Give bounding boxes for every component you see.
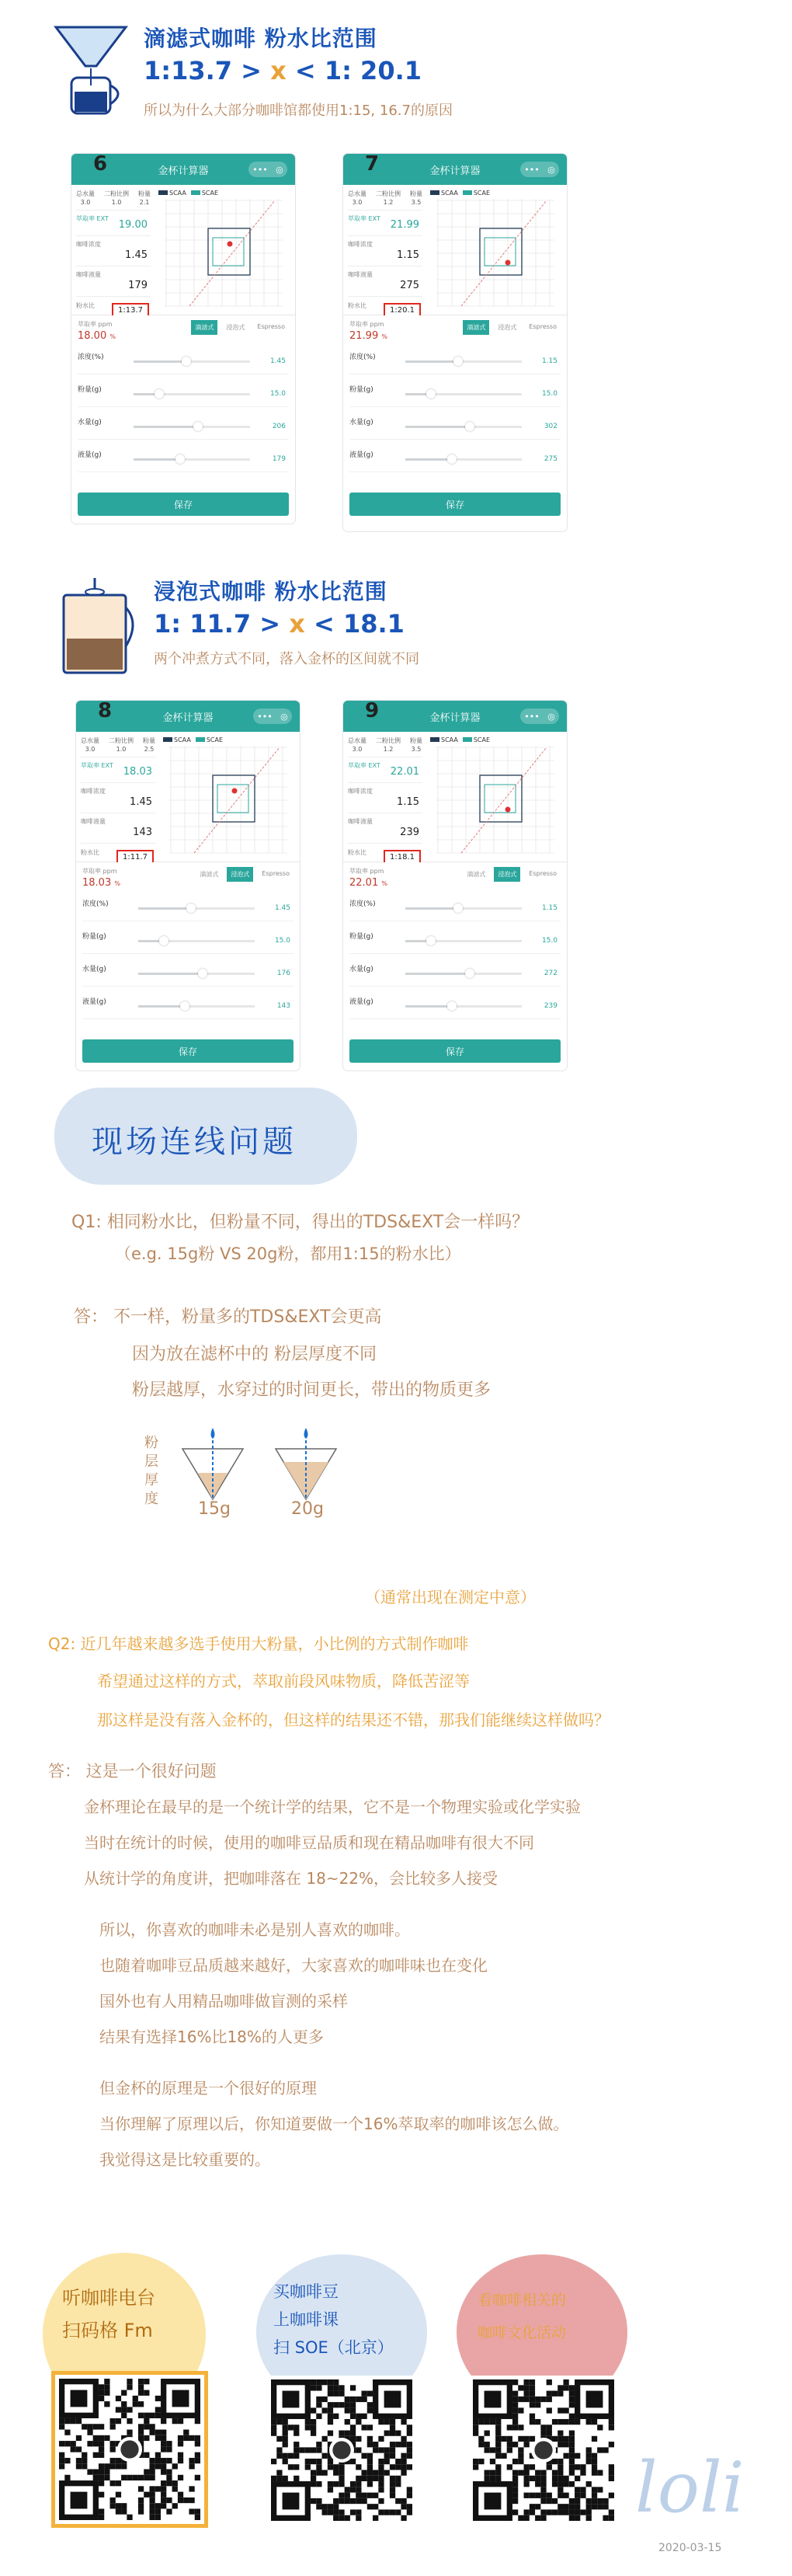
slider-knob[interactable] xyxy=(453,903,463,913)
a2c-line-1: 当你理解了原理以后，你知道要做一个16%萃取率的咖啡该怎么做。 xyxy=(99,2115,569,2133)
scae-swatch xyxy=(463,190,472,195)
app-title: 金杯计算器 xyxy=(429,165,481,177)
footer-c2-line1: 上咖啡课 xyxy=(273,2310,339,2329)
slider-row xyxy=(82,898,294,921)
qr-code-radio[interactable] xyxy=(51,2371,208,2528)
tds-line-label: 萃取率 ppm xyxy=(82,868,117,875)
save-button[interactable]: 保存 xyxy=(82,1039,294,1063)
scae-swatch xyxy=(196,737,205,742)
stat-label: 总水量 xyxy=(76,190,95,197)
more-icon: ••• xyxy=(257,711,273,722)
stat-value: 2.5 xyxy=(144,746,155,753)
slider-label: 水量(g) xyxy=(349,419,373,426)
a1-line-0: 答： 不一样，粉量多的TDS&EXT会更高 xyxy=(74,1307,382,1327)
tds-label: 咖啡浓度 xyxy=(348,788,373,795)
slider-row xyxy=(78,416,289,440)
legend-scaa: SCAA xyxy=(169,189,186,197)
app-title: 金杯计算器 xyxy=(429,712,481,724)
a2b-line-2: 国外也有人用精品咖啡做盲测的采样 xyxy=(99,1992,348,2010)
q2-line-2: 那这样是没有落入金杯的，但这样的结果还不错，那我们能继续这样做吗？ xyxy=(97,1711,610,1729)
signature-loli: loli xyxy=(635,2447,745,2529)
scae-zone xyxy=(485,785,516,813)
stat-value: 3.0 xyxy=(352,746,363,753)
immersion-note: 两个冲煮方式不同，落入金杯的区间就不同 xyxy=(154,651,419,667)
legend-scae: SCAE xyxy=(473,736,491,743)
immersion-ratio-left: 1: 11.7 > xyxy=(154,609,281,639)
stats-row xyxy=(81,736,155,757)
close-circle-icon: ◎ xyxy=(276,164,283,175)
immersion-ratio-right: < 18.1 xyxy=(314,609,405,639)
mode-tab[interactable]: Espresso xyxy=(262,870,290,877)
ext-label: 萃取率 EXT xyxy=(348,215,380,222)
slider-row xyxy=(349,898,561,921)
a2c-line-2: 我觉得这是比较重要的。 xyxy=(99,2150,270,2169)
slider-value: 1.15 xyxy=(541,357,558,365)
close-circle-icon: ◎ xyxy=(280,711,288,722)
tds-percent-value: 21.99 xyxy=(349,330,379,342)
mode-tabs xyxy=(463,320,561,335)
immersion-ratio-x: x xyxy=(289,609,305,639)
stat-label: 总水量 xyxy=(81,737,99,744)
slider-label: 浓度(%) xyxy=(349,900,376,908)
slider-knob[interactable] xyxy=(426,936,436,945)
slider-track[interactable] xyxy=(405,940,522,942)
slider-row xyxy=(78,449,289,472)
signature-date: 2020-03-15 xyxy=(658,2542,722,2554)
current-point xyxy=(505,260,511,266)
chart-legend xyxy=(430,735,564,744)
slider-value: 179 xyxy=(272,455,286,463)
liquid-field[interactable] xyxy=(81,817,155,844)
screenshot-number: 6 xyxy=(93,154,108,176)
save-button[interactable]: 保存 xyxy=(349,1039,561,1063)
ext-field[interactable] xyxy=(76,214,151,236)
mode-tab[interactable]: Espresso xyxy=(529,323,557,330)
slider-row xyxy=(82,963,294,987)
ratio-value-highlight: 1:20.1 xyxy=(384,303,421,318)
q2-line-1: 希望通过这样的方式，萃取前段风味物质，降低苦涩等 xyxy=(97,1672,470,1690)
slider-row xyxy=(349,384,561,407)
mini-program-menu[interactable] xyxy=(248,162,287,177)
drip-ratio xyxy=(144,56,422,85)
save-button[interactable]: 保存 xyxy=(78,493,289,516)
mode-tab[interactable]: 浸泡式 xyxy=(498,324,517,331)
slider-knob[interactable] xyxy=(193,422,203,431)
stat-value: 1.2 xyxy=(383,746,394,753)
chart-legend xyxy=(158,188,292,197)
slider-track[interactable] xyxy=(405,393,522,395)
slider-label: 液量(g) xyxy=(82,998,106,1006)
slider-label: 液量(g) xyxy=(78,451,102,459)
drip-ratio-x: x xyxy=(270,56,287,85)
chart-legend xyxy=(430,188,564,197)
current-point xyxy=(505,807,511,813)
scae-swatch xyxy=(191,190,200,195)
scae-zone xyxy=(485,238,516,266)
slider-knob[interactable] xyxy=(159,936,168,945)
ext-label: 萃取率 EXT xyxy=(76,215,109,222)
more-icon: ••• xyxy=(524,164,540,175)
footer-c1-line0: 听咖啡电台 xyxy=(62,2287,155,2309)
stats-row xyxy=(348,190,422,211)
slider-value: 302 xyxy=(544,423,558,430)
tds-percent: 18.03 % xyxy=(82,877,120,889)
a2c-line-0: 但金杯的原理是一个很好的原理 xyxy=(99,2079,317,2097)
brew-control-chart xyxy=(163,744,291,857)
slider-row xyxy=(78,351,289,374)
current-point xyxy=(228,242,233,247)
slider-label: 浓度(%) xyxy=(78,353,104,361)
a2-line-2: 当时在统计的时候，使用的咖啡豆品质和现在精品咖啡有很大不同 xyxy=(84,1833,534,1852)
slider-value: 1.15 xyxy=(541,904,558,912)
slider-knob[interactable] xyxy=(182,357,191,366)
brew-control-chart xyxy=(430,744,558,857)
slider-value: 206 xyxy=(272,423,286,430)
q2-note: （通常出现在测定中意） xyxy=(365,1588,536,1607)
mode-tab[interactable]: 浸泡式 xyxy=(227,867,253,882)
liquid-label: 咖啡液量 xyxy=(348,271,373,278)
slider-row xyxy=(82,996,294,1019)
slider-track[interactable] xyxy=(134,458,250,461)
scaa-swatch xyxy=(163,737,172,742)
liquid-label: 咖啡液量 xyxy=(76,271,101,278)
slider-knob[interactable] xyxy=(175,454,185,464)
a2b-line-3: 结果有选择16%比18%的人更多 xyxy=(99,2028,324,2046)
current-point xyxy=(232,788,238,794)
a2b-line-0: 所以，你喜欢的咖啡未必是别人喜欢的咖啡。 xyxy=(99,1920,410,1939)
slider-label: 水量(g) xyxy=(82,966,106,973)
liquid-value: 143 xyxy=(133,827,152,838)
footer-c1-line1: 扫码格 Fm xyxy=(62,2320,153,2341)
scae-swatch xyxy=(463,737,472,742)
qr-pattern xyxy=(271,2379,412,2521)
slider-value: 275 xyxy=(544,455,558,463)
tds-label: 咖啡浓度 xyxy=(348,241,373,248)
slider-row xyxy=(349,449,561,472)
slider-label: 水量(g) xyxy=(78,419,102,426)
legend-scae: SCAE xyxy=(473,189,491,197)
tds-field[interactable] xyxy=(348,787,422,813)
slider-row xyxy=(349,963,561,987)
liquid-field[interactable] xyxy=(348,817,422,844)
slider-knob[interactable] xyxy=(453,357,463,366)
slider-row xyxy=(78,384,289,407)
immersion-ratio xyxy=(154,609,405,639)
ext-field[interactable] xyxy=(348,214,422,236)
q1-example: （e.g. 15g粉 VS 20g粉，都用1:15的粉水比） xyxy=(115,1244,461,1263)
tds-field[interactable] xyxy=(348,240,422,266)
tds-label: 咖啡浓度 xyxy=(76,241,101,248)
calculator-screenshot-7 xyxy=(343,154,567,531)
legend-scae: SCAE xyxy=(201,189,219,197)
q1-text: Q1: 相同粉水比，但粉量不同，得出的TDS&EXT会一样吗？ xyxy=(71,1213,530,1232)
slider-knob[interactable] xyxy=(465,422,474,431)
ratio-label: 粉水比 xyxy=(348,849,366,856)
calculator-screenshot-9 xyxy=(343,701,567,1070)
ext-value: 19.00 xyxy=(118,219,148,231)
drip-title: 滴滤式咖啡 粉水比范围 xyxy=(144,26,377,51)
slider-value: 15.0 xyxy=(274,937,290,945)
tds-percent: 21.99 % xyxy=(349,330,387,342)
screenshot-number: 8 xyxy=(98,701,113,722)
tds-label: 咖啡浓度 xyxy=(81,788,106,795)
mini-program-menu[interactable] xyxy=(520,162,559,177)
ext-value: 22.01 xyxy=(390,766,419,778)
slider-row xyxy=(349,931,561,954)
stat-label: 粉量 xyxy=(410,737,422,744)
slider-label: 粉量(g) xyxy=(349,386,373,394)
mode-tab[interactable]: Espresso xyxy=(257,323,285,330)
ext-field[interactable] xyxy=(81,761,155,783)
ratio-value-highlight: 1:11.7 xyxy=(116,850,154,865)
ext-field[interactable] xyxy=(348,761,422,783)
stat-value: 1.0 xyxy=(116,746,127,753)
a2-line-1: 金杯理论在最早的是一个统计学的结果，它不是一个物理实验或化学实验 xyxy=(84,1798,581,1816)
ratio-value-highlight: 1:18.1 xyxy=(384,850,421,865)
slider-row xyxy=(82,931,294,954)
slider-track[interactable] xyxy=(405,907,522,910)
liquid-field[interactable] xyxy=(348,270,422,297)
live-heading: 现场连线问题 xyxy=(92,1124,297,1160)
tds-value: 1.45 xyxy=(130,796,152,808)
stat-value: 3.0 xyxy=(85,746,96,753)
slider-knob[interactable] xyxy=(447,454,457,464)
stat-label: 二粉比例 xyxy=(104,190,129,197)
ext-value: 21.99 xyxy=(390,219,419,231)
slider-track[interactable] xyxy=(405,458,522,461)
slider-value: 1.45 xyxy=(274,904,290,912)
stat-value: 3.5 xyxy=(411,199,422,206)
stat-label: 总水量 xyxy=(348,737,366,744)
a2b-line-1: 也随着咖啡豆品质越来越好，大家喜欢的咖啡味也在变化 xyxy=(99,1956,488,1975)
qr-code-soe[interactable] xyxy=(267,2376,416,2525)
stat-label: 粉量 xyxy=(138,190,151,197)
mode-tabs xyxy=(196,867,294,882)
legend-scaa: SCAA xyxy=(174,736,191,743)
liquid-label: 咖啡液量 xyxy=(81,818,106,825)
slider-row xyxy=(349,351,561,374)
slider-track[interactable] xyxy=(138,907,255,910)
french-press-icon xyxy=(56,576,141,677)
slider-knob[interactable] xyxy=(186,903,196,913)
slider-track[interactable] xyxy=(138,973,255,975)
tds-percent: 18.00 % xyxy=(78,330,116,342)
save-button[interactable]: 保存 xyxy=(349,493,561,516)
ext-value: 18.03 xyxy=(123,766,152,778)
qr-pattern xyxy=(473,2379,614,2521)
screenshot-number: 7 xyxy=(365,154,380,176)
slider-value: 15.0 xyxy=(269,390,286,398)
brew-control-chart xyxy=(430,197,558,310)
stat-label: 粉量 xyxy=(143,737,155,744)
tds-value: 1.15 xyxy=(397,796,419,808)
slider-label: 粉量(g) xyxy=(78,386,102,394)
stat-label: 二粉比例 xyxy=(376,190,401,197)
mode-tab[interactable]: 浸泡式 xyxy=(226,324,245,331)
stat-value: 3.0 xyxy=(80,199,91,206)
ratio-label: 粉水比 xyxy=(81,849,99,856)
stats-row xyxy=(76,190,151,211)
scaa-swatch xyxy=(430,190,439,195)
cone-label-20g: 20g xyxy=(291,1499,324,1519)
liquid-value: 239 xyxy=(400,827,419,838)
cone-axis-label: 粉层厚度 xyxy=(144,1435,158,1507)
mode-tabs xyxy=(463,867,561,882)
qr-pattern xyxy=(59,2379,200,2520)
slider-track[interactable] xyxy=(405,973,522,975)
mode-tab[interactable]: 滴滤式 xyxy=(467,871,486,878)
tds-line-label: 萃取率 ppm xyxy=(78,321,113,328)
slider-row xyxy=(349,416,561,440)
slider-track[interactable] xyxy=(134,393,250,395)
drip-note: 所以为什么大部分咖啡馆都使用1:15, 16.7的原因 xyxy=(144,103,453,119)
stat-label: 粉量 xyxy=(410,190,422,197)
ratio-label: 粉水比 xyxy=(348,302,366,309)
q2-line-0: Q2: 近几年越来越多选手使用大粉量，小比例的方式制作咖啡 xyxy=(48,1634,469,1653)
more-icon: ••• xyxy=(252,164,268,175)
ratio-label: 粉水比 xyxy=(76,302,95,309)
app-title: 金杯计算器 xyxy=(162,712,214,724)
qr-code-events[interactable] xyxy=(469,2376,618,2525)
tds-line-label: 萃取率 ppm xyxy=(349,321,384,328)
slider-knob[interactable] xyxy=(198,969,207,978)
stat-value: 1.0 xyxy=(111,199,122,206)
a1-line-1: 因为放在滤杯中的 粉层厚度不同 xyxy=(132,1345,377,1364)
a2-line-0: 答： 这是一个很好问题 xyxy=(48,1762,217,1781)
calculator-screenshot-8 xyxy=(76,701,300,1070)
slider-track[interactable] xyxy=(134,360,250,363)
liquid-value: 275 xyxy=(400,280,419,291)
close-circle-icon: ◎ xyxy=(547,711,555,722)
drip-ratio-left: 1:13.7 > xyxy=(144,56,262,85)
mode-tab[interactable]: 浸泡式 xyxy=(494,867,520,882)
tds-percent-value: 22.01 xyxy=(349,877,379,889)
slider-label: 粉量(g) xyxy=(82,933,106,941)
scaa-swatch xyxy=(430,737,439,742)
slider-knob[interactable] xyxy=(447,1001,457,1011)
a2-line-3: 从统计学的角度讲，把咖啡落在 18~22%，会比较多人接受 xyxy=(84,1869,498,1888)
mode-tabs xyxy=(191,320,289,335)
close-circle-icon: ◎ xyxy=(547,164,555,175)
slider-label: 液量(g) xyxy=(349,998,373,1006)
liquid-value: 179 xyxy=(128,280,148,291)
liquid-field[interactable] xyxy=(76,270,151,297)
slider-label: 粉量(g) xyxy=(349,933,373,941)
tds-field[interactable] xyxy=(76,240,151,266)
liquid-label: 咖啡液量 xyxy=(348,818,373,825)
tds-field[interactable] xyxy=(81,787,155,813)
tds-value: 1.15 xyxy=(397,249,419,261)
slider-value: 15.0 xyxy=(541,937,558,945)
slider-value: 272 xyxy=(544,969,558,977)
stat-label: 二粉比例 xyxy=(376,737,401,744)
a1-line-2: 粉层越厚，水穿过的时间更长，带出的物质更多 xyxy=(132,1380,492,1400)
scaa-swatch xyxy=(158,190,168,195)
slider-label: 浓度(%) xyxy=(82,900,109,908)
tds-percent-value: 18.03 xyxy=(82,877,112,889)
mini-program-menu[interactable] xyxy=(520,708,559,724)
ratio-value-highlight: 1:13.7 xyxy=(112,303,149,318)
slider-track[interactable] xyxy=(138,940,255,942)
slider-track[interactable] xyxy=(138,1005,255,1008)
mode-tab[interactable]: Espresso xyxy=(529,870,557,877)
footer-c2-line2: 扫 SOE（北京） xyxy=(273,2338,394,2357)
more-icon: ••• xyxy=(524,711,540,722)
slider-track[interactable] xyxy=(405,1005,522,1008)
slider-value: 143 xyxy=(276,1002,290,1010)
immersion-title: 浸泡式咖啡 粉水比范围 xyxy=(154,579,387,604)
mode-tab[interactable]: 滴滤式 xyxy=(200,871,219,878)
stat-value: 2.1 xyxy=(139,199,150,206)
mode-tab[interactable]: 滴滤式 xyxy=(463,320,489,335)
screenshot-number: 9 xyxy=(365,701,380,722)
slider-value: 176 xyxy=(276,969,290,977)
slider-label: 液量(g) xyxy=(349,451,373,459)
slider-knob[interactable] xyxy=(155,389,164,399)
brew-control-chart xyxy=(158,197,287,310)
mini-program-menu[interactable] xyxy=(253,708,292,724)
legend-scaa: SCAA xyxy=(441,736,458,743)
stat-value: 1.2 xyxy=(383,199,394,206)
chart-legend xyxy=(163,735,297,744)
stat-label: 总水量 xyxy=(348,190,366,197)
cone-label-15g: 15g xyxy=(198,1499,231,1519)
slider-track[interactable] xyxy=(405,360,522,363)
slider-knob[interactable] xyxy=(465,969,474,978)
tds-percent: 22.01 % xyxy=(349,877,387,889)
mode-tab[interactable]: 滴滤式 xyxy=(191,320,217,335)
stat-value: 3.0 xyxy=(352,199,363,206)
ext-label: 萃取率 EXT xyxy=(348,762,380,769)
tds-percent-value: 18.00 xyxy=(78,330,107,342)
slider-knob[interactable] xyxy=(180,1001,189,1011)
slider-value: 15.0 xyxy=(541,390,558,398)
drip-dripper-icon xyxy=(48,23,134,117)
calculator-screenshot-6 xyxy=(71,154,295,524)
slider-knob[interactable] xyxy=(426,389,436,399)
tds-line-label: 萃取率 ppm xyxy=(349,868,384,875)
footer-c3-line0: 看咖啡相关的 xyxy=(478,2292,567,2309)
app-title: 金杯计算器 xyxy=(158,165,209,177)
slider-track[interactable] xyxy=(405,426,522,428)
slider-label: 水量(g) xyxy=(349,966,373,973)
slider-label: 浓度(%) xyxy=(349,353,376,361)
tds-value: 1.45 xyxy=(125,249,148,261)
slider-value: 1.45 xyxy=(269,357,286,365)
footer-c3-line1: 咖啡文化活动 xyxy=(478,2324,567,2341)
drip-ratio-right: < 1: 20.1 xyxy=(294,56,422,85)
slider-row xyxy=(349,996,561,1019)
slider-value: 239 xyxy=(544,1002,558,1010)
stat-value: 3.5 xyxy=(411,746,422,753)
stats-row xyxy=(348,736,422,757)
legend-scaa: SCAA xyxy=(441,189,458,197)
footer-c2-line0: 买咖啡豆 xyxy=(273,2282,339,2301)
slider-track[interactable] xyxy=(134,426,250,428)
ext-label: 萃取率 EXT xyxy=(81,762,113,769)
stat-label: 二粉比例 xyxy=(109,737,134,744)
legend-scae: SCAE xyxy=(206,736,224,743)
